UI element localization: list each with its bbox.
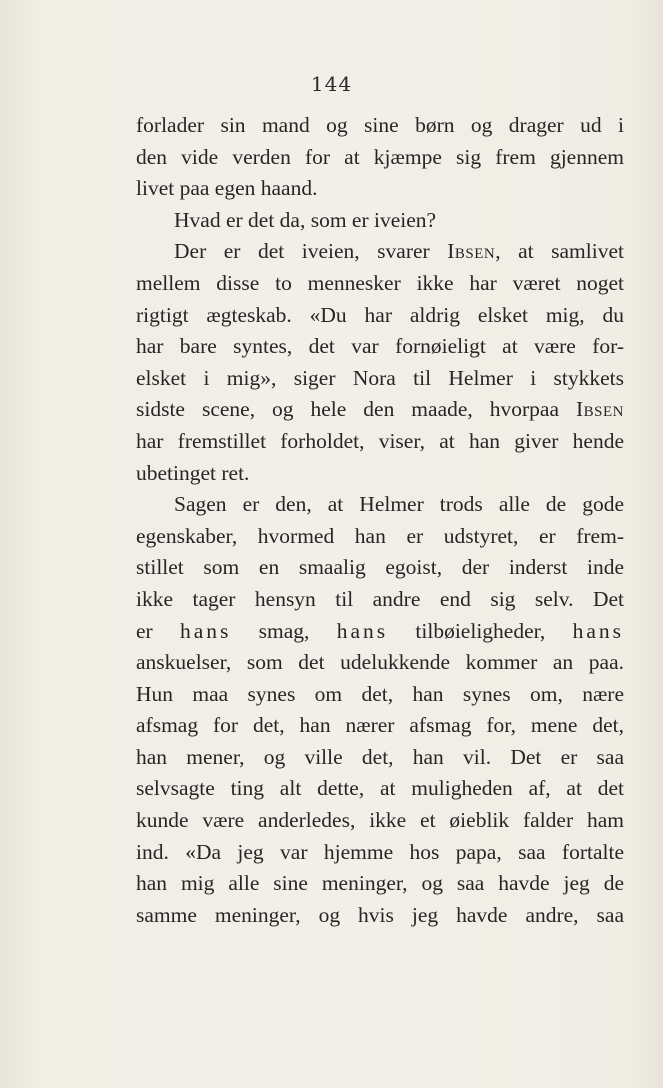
text-line: har fremstillet forholdet, viser, at han giver hende [136,428,624,453]
text-line: samme meninger, og hvis jeg havde andre, saa [136,902,624,927]
text-line: han mener, og ville det, han vil. Det er saa [136,744,624,769]
text-line: har bare syntes, det var fornøieligt at være for- [136,334,624,359]
author-name: Ibsen [447,239,496,264]
text-line: forlader sin mand og sine børn og drager ud i [136,113,624,137]
text-line: mellem disse to mennesker ikke har været noget [136,270,624,295]
page-number: 144 [310,72,353,96]
text-line: Hun maa synes om det, han synes om, nære [136,681,624,706]
emphasis-spaced: hans [179,618,232,643]
text-line: elsket i mig», siger Nora til Helmer i stykkets [136,365,624,390]
text-line: Sagen er den, at Helmer trods alle de gode [174,492,624,517]
text-line: ind. «Da jeg var hjemme hos papa, saa fortalte [136,839,624,864]
text-line: selvsagte ting alt dette, at muligheden af, at det [136,776,624,801]
text-line: kunde være anderledes, ikke et øieblik falder ham [136,808,624,833]
text-line: den vide verden for at kjæmpe sig frem gjennem [136,144,624,169]
text-line: Hvad er det da, som er iveien? [174,207,437,232]
text-line: ikke tager hensyn til andre end sig selv. Det [136,586,624,611]
text-line: sidste scene, og hele den maade, hvorpaa Ibsen [136,397,624,422]
text-line: afsmag for det, han nærer afsmag for, mene det, [136,713,624,738]
body-text [136,110,624,931]
text-line: rigtigt ægteskab. «Du har aldrig elsket mig, du [136,302,624,327]
text-line: livet paa egen haand. [136,176,318,201]
author-name: Ibsen [575,397,624,422]
text-line: egenskaber, hvormed han er udstyret, er frem- [136,523,624,548]
text-line: ubetinget ret. [136,460,250,485]
text-line: er hans smag, hans tilbøieligheder, hans [136,618,624,643]
emphasis-spaced: hans [572,618,624,643]
text-line: han mig alle sine meninger, og saa havde jeg de [136,871,624,896]
text-line: Der er det iveien, svarer Ibsen, at samlivet [174,239,624,264]
text-line: stillet som en smaalig egoist, der inderst inde [136,555,624,580]
emphasis-spaced: hans [336,618,389,643]
text-line: anskuelser, som det udelukkende kommer an paa. [136,650,624,675]
